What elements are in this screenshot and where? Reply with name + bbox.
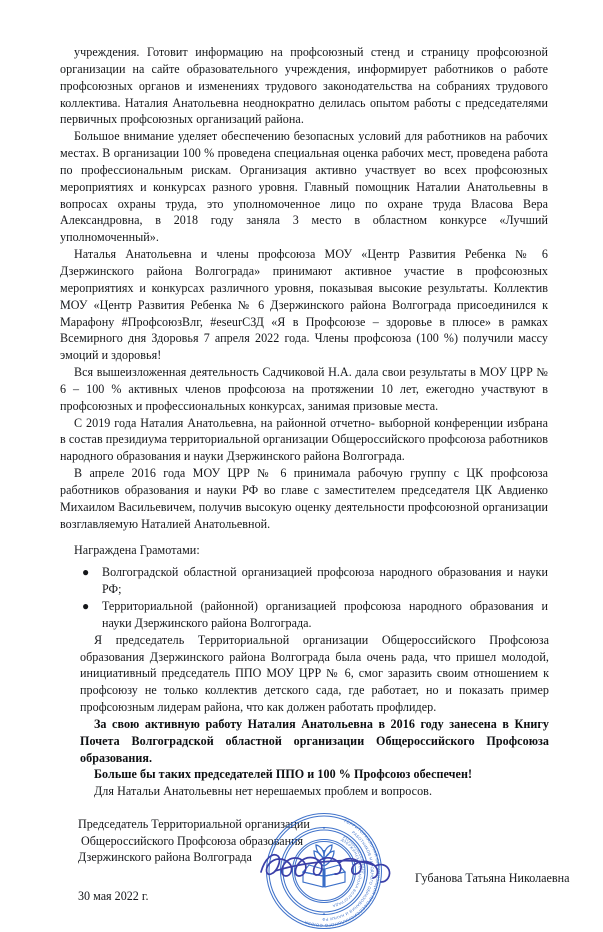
paragraph-3: Наталья Анатольевна и члены профсоюза МОУ «Центр Развития Ребенка № 6 Дзержинского района Волгограда» принимают активное участие в профсоюзных мероприятиях и конкурсах различного уровня, показывая высокие результаты. Коллектив МОУ «Центр Развития Ребенка № 6 Дзержинского района Волгограда присоединился к Марафону #ПрофсоюзВлг, #eseurСЗД «Я в Профсоюзе – здоровье в плюсе» в рамках Всемирного дня Здоровья 7 апреля 2022 года. Члены профсоюза (100 %) получили массу эмоций и здоровья!: [60, 247, 548, 363]
paragraph-1: учреждения. Готовит информацию на профсоюзный стенд и страницу профсоюзной организации на сайте образовательного учреждения, информирует работников о работе профсоюзных органов и изменениях трудового законодательства на собраниях трудового коллектива. Наталия Анатольевна неоднократно делилась опытом работы с председателями первичных профсоюзных организаций района.: [60, 45, 548, 127]
signature-title-line-2: Общероссийского Профсоюза образования: [81, 833, 304, 848]
svg-text:ТЕРРИТОРИАЛЬНАЯ ОРГАНИЗАЦИЯ ПР: ТЕРРИТОРИАЛЬНАЯ ОРГАНИЗАЦИЯ ПРОФЕССИОНАЛЬНОГО СОЮЗА: [303, 818, 381, 929]
list-item: [60, 564, 548, 598]
bullet-icon: ●: [82, 599, 90, 613]
svg-text:ДЗЕРЖИНСКОГО РАЙОНА ВОЛГОГРАД: ДЗЕРЖИНСКОГО РАЙОНА ВОЛГОГРАДА: [331, 837, 362, 909]
closing-block: [80, 632, 549, 800]
signer-name: Губанова Татьяна Николаевна: [415, 871, 570, 886]
paragraph-6: В апреле 2016 года МОУ ЦРР № 6 принимала рабочую группу с ЦК профсоюза работников образования и науки РФ во главе с заместителем председателя ЦК Авдиенко Михаилом Васильевичем, получив высокую оценку деятельности профсоюзной организации возглавляемую Наталией Анатольевной.: [60, 466, 548, 531]
paragraph-10: Для Натальи Анатольевны нет нерешаемых проблем и вопросов.: [94, 784, 433, 799]
list-item-label: Волгоградской областной организацией профсоюза народного образования и науки РФ;: [102, 565, 548, 597]
paragraph-9-bold: Больше бы таких председателей ППО и 100 % Профсоюз обеспечен!: [94, 767, 473, 782]
signature-title-line-3: Дзержинского района Волгограда: [78, 850, 252, 865]
paragraph-2: Большое внимание уделяет обеспечению безопасных условий для работников на рабочих местах. В организации 100 % проведена специальная оценка рабочих мест, проведена работа по профессиональным рискам. Организация активно участвует во всех профсоюзных мероприятиях и конкурсах разного уровня. Главный помощник Наталии Анатольевны в вопросах охраны труда, это уполномоченное лицо по охране труда Власова Вера Александровна, в 2018 году заняла 3 место в областном конкурсе «Лучший уполномоченный».: [60, 129, 548, 245]
list-item-label: Территориальной (районной) организацией профсоюза народного образования и науки Дзержинского района Волгограда.: [102, 599, 548, 630]
signature-area: [60, 816, 570, 929]
document-date: 30 мая 2022 г.: [78, 888, 149, 903]
paragraph-7: Я председатель Территориальной организации Общероссийского Профсоюза образования Дзержинского района Волгограда была очень рада, что пришел молодой, инициативный председатель ППО МОУ ЦРР № 6, смог заразить своим отношением к профсоюзу не только коллектив детского сада, где работает, но и показать пример профсоюзным лидерам района, что как должен работать профлидер.: [80, 632, 549, 715]
signature-title-line-1: Председатель Территориальной организации: [78, 817, 310, 832]
svg-text:РАБОТНИКОВ НАРОДНОГО ОБРАЗОВАН: РАБОТНИКОВ НАРОДНОГО ОБРАЗОВАНИЯ И НАУКИ РФ: [322, 829, 375, 923]
spacer: [60, 532, 548, 542]
signature-title-block: [78, 816, 548, 866]
paragraph-8-bold: За свою активную работу Наталия Анатольевна в 2016 году занесена в Книгу Почета Волгоградской областной организации Общероссийского Профсоюза образования.: [80, 716, 549, 765]
paragraph-4: Вся вышеизложенная деятельность Садчиковой Н.А. дала свои результаты в МОУ ЦРР № 6 – 100 % активных членов профсоюза на протяжении 10 лет, ежегодно участвуют в профсоюзных и профессиональных конкурсах, занимая призовые места.: [60, 365, 548, 413]
list-item: [60, 598, 548, 632]
svg-text:ОГРН 1023400003214: ОГРН 1023400003214: [342, 834, 366, 874]
bullet-icon: ●: [82, 565, 90, 580]
awards-intro: Награждена Грамотами:: [74, 543, 200, 558]
paragraph-5: С 2019 года Наталия Анатольевна, на районной отчетно- выборной конференции избрана в состав президиума территориальной организации Общероссийского профсоюза работников народного образования и науки Дзержинского района Волгограда.: [60, 415, 548, 464]
awards-list: [60, 564, 548, 631]
